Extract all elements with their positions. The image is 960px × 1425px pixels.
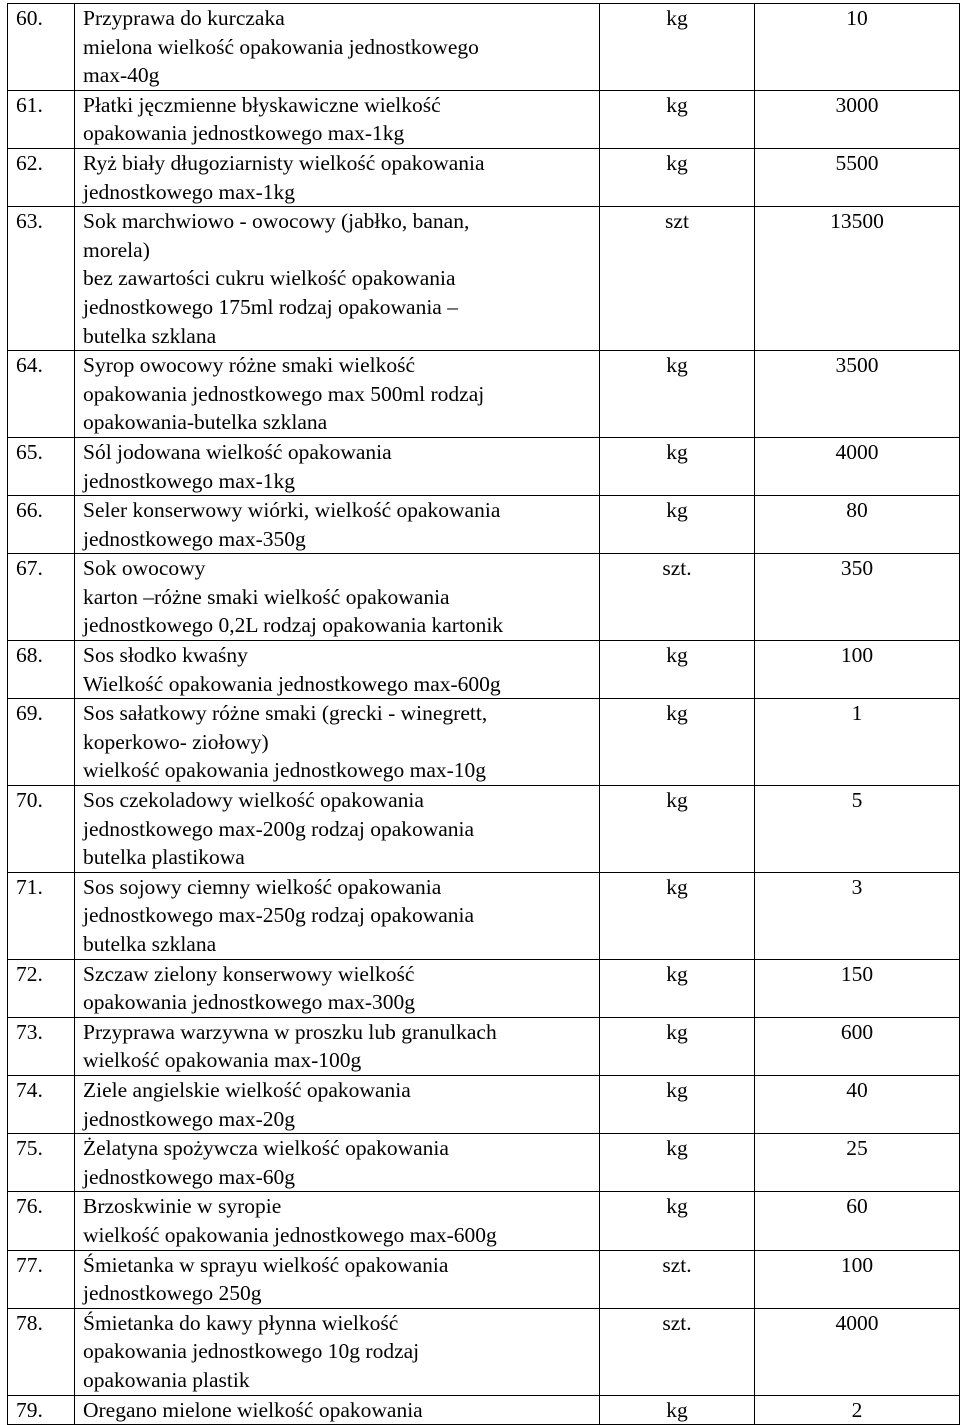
- table-row: [8, 1308, 960, 1395]
- item-unit: kg: [600, 4, 755, 91]
- description-line: Brzoskwinie w syropie: [83, 1194, 282, 1219]
- description-line: jednostkowego max-200g rodzaj opakowania: [83, 816, 475, 841]
- item-quantity: 4000: [755, 1308, 960, 1395]
- item-number: 60.: [8, 4, 75, 91]
- item-quantity: 13500: [755, 207, 960, 351]
- description-line: opakowania plastik: [83, 1367, 250, 1392]
- item-unit: kg: [600, 1075, 755, 1133]
- description-line: jednostkowego max-20g: [83, 1106, 295, 1131]
- item-quantity: 4000: [755, 437, 960, 495]
- item-unit: kg: [600, 1134, 755, 1192]
- description-line: opakowania-butelka szklana: [83, 410, 328, 435]
- product-table: [7, 3, 960, 1425]
- item-unit: kg: [600, 786, 755, 873]
- item-quantity: 10: [755, 4, 960, 91]
- item-quantity: 100: [755, 1250, 960, 1308]
- item-number: 64.: [8, 351, 75, 438]
- item-number: 73.: [8, 1017, 75, 1075]
- description-line: Śmietanka w sprayu wielkość opakowania: [83, 1252, 449, 1277]
- item-unit: kg: [600, 1017, 755, 1075]
- item-unit: kg: [600, 1192, 755, 1250]
- description-line: wielkość opakowania jednostkowego max-600g: [83, 1222, 497, 1247]
- description-line: jednostkowego max-1kg: [83, 468, 295, 493]
- item-number: 78.: [8, 1308, 75, 1395]
- item-number: 76.: [8, 1192, 75, 1250]
- description-line: butelka szklana: [83, 932, 217, 956]
- item-unit: szt: [600, 207, 755, 351]
- item-number: 75.: [8, 1134, 75, 1192]
- description-line: max-40g: [83, 63, 160, 88]
- description-line: koperkowo- ziołowy): [83, 729, 269, 754]
- item-unit: kg: [600, 1395, 755, 1425]
- item-quantity: 2: [755, 1395, 960, 1425]
- description-line: Oregano mielone wielkość opakowania: [83, 1397, 423, 1422]
- item-number: 72.: [8, 959, 75, 1017]
- table-row: [8, 1075, 960, 1133]
- table-row: [8, 554, 960, 641]
- item-description: [75, 351, 600, 438]
- description-line: Sok owocowy: [83, 556, 206, 581]
- item-quantity: 25: [755, 1134, 960, 1192]
- item-description: [75, 437, 600, 495]
- description-line: Ryż biały długoziarnisty wielkość opakowania: [83, 150, 485, 175]
- description-line: Sos sałatkowy różne smaki (grecki - winegrett,: [83, 701, 488, 726]
- item-description: [75, 1075, 600, 1133]
- item-description: [75, 90, 600, 148]
- item-description: [75, 4, 600, 91]
- item-number: 63.: [8, 207, 75, 351]
- item-description: [75, 1192, 600, 1250]
- description-line: bez zawartości cukru wielkość opakowania: [83, 266, 456, 291]
- item-description: [75, 148, 600, 206]
- description-line: Śmietanka do kawy płynna wielkość: [83, 1310, 399, 1335]
- description-line: Przyprawa warzywna w proszku lub granulkach: [83, 1019, 497, 1044]
- item-unit: szt.: [600, 1250, 755, 1308]
- description-line: opakowania jednostkowego max 500ml rodzaj: [83, 381, 485, 406]
- item-description: [75, 1250, 600, 1308]
- table-row: [8, 699, 960, 786]
- item-description: [75, 872, 600, 959]
- table-row: [8, 1017, 960, 1075]
- description-line: Sos sojowy ciemny wielkość opakowania: [83, 874, 442, 899]
- table-row: [8, 4, 960, 91]
- table-row: [8, 786, 960, 873]
- product-table-body: [8, 4, 960, 1425]
- description-line: jednostkowego max-350g: [83, 526, 306, 551]
- item-quantity: 5500: [755, 148, 960, 206]
- description-line: Syrop owocowy różne smaki wielkość: [83, 353, 415, 378]
- item-description: [75, 1308, 600, 1395]
- item-number: 69.: [8, 699, 75, 786]
- description-line: butelka plastikowa: [83, 845, 245, 870]
- description-line: Sok marchwiowo - owocowy (jabłko, banan,: [83, 209, 470, 234]
- description-line: Seler konserwowy wiórki, wielkość opakowania: [83, 498, 501, 523]
- item-number: 70.: [8, 786, 75, 873]
- description-line: Sos czekoladowy wielkość opakowania: [83, 788, 424, 813]
- description-line: Ziele angielskie wielkość opakowania: [83, 1077, 411, 1102]
- item-number: 71.: [8, 872, 75, 959]
- description-line: opakowania jednostkowego max-1kg: [83, 121, 405, 146]
- description-line: Przyprawa do kurczaka: [83, 6, 285, 30]
- description-line: Wielkość opakowania jednostkowego max-600g: [83, 671, 501, 696]
- item-quantity: 3: [755, 872, 960, 959]
- table-row: [8, 207, 960, 351]
- item-number: 68.: [8, 641, 75, 699]
- table-row: [8, 959, 960, 1017]
- description-line: butelka szklana: [83, 323, 217, 348]
- item-number: 74.: [8, 1075, 75, 1133]
- item-unit: kg: [600, 148, 755, 206]
- item-quantity: 350: [755, 554, 960, 641]
- item-number: 79.: [8, 1395, 75, 1425]
- item-unit: kg: [600, 90, 755, 148]
- item-quantity: 5: [755, 786, 960, 873]
- table-row: [8, 437, 960, 495]
- table-row: [8, 496, 960, 554]
- description-line: wielkość opakowania max-100g: [83, 1048, 362, 1073]
- item-number: 77.: [8, 1250, 75, 1308]
- description-line: morela): [83, 237, 150, 262]
- item-quantity: 3000: [755, 90, 960, 148]
- description-line: Szczaw zielony konserwowy wielkość: [83, 961, 415, 986]
- item-unit: szt.: [600, 1308, 755, 1395]
- description-line: Sos słodko kwaśny: [83, 643, 248, 668]
- item-description: [75, 1395, 600, 1425]
- item-quantity: 150: [755, 959, 960, 1017]
- item-unit: kg: [600, 437, 755, 495]
- description-line: wielkość opakowania jednostkowego max-10g: [83, 758, 487, 783]
- description-line: Żelatyna spożywcza wielkość opakowania: [83, 1136, 449, 1161]
- item-quantity: 40: [755, 1075, 960, 1133]
- item-description: [75, 786, 600, 873]
- description-line: jednostkowego 250g: [83, 1281, 262, 1306]
- description-line: opakowania jednostkowego max-300g: [83, 990, 415, 1015]
- description-line: jednostkowego max-60g: [83, 1164, 295, 1189]
- description-line: karton –różne smaki wielkość opakowania: [83, 584, 450, 609]
- item-number: 61.: [8, 90, 75, 148]
- table-row: [8, 90, 960, 148]
- item-description: [75, 207, 600, 351]
- table-row: [8, 1134, 960, 1192]
- item-description: [75, 1134, 600, 1192]
- table-row: [8, 351, 960, 438]
- item-number: 66.: [8, 496, 75, 554]
- item-description: [75, 1017, 600, 1075]
- item-unit: kg: [600, 959, 755, 1017]
- table-row: [8, 641, 960, 699]
- item-unit: kg: [600, 351, 755, 438]
- table-row: [8, 1192, 960, 1250]
- item-description: [75, 496, 600, 554]
- description-line: jednostkowego max-1kg: [83, 179, 295, 204]
- item-description: [75, 959, 600, 1017]
- item-description: [75, 699, 600, 786]
- item-unit: kg: [600, 496, 755, 554]
- item-unit: szt.: [600, 554, 755, 641]
- item-quantity: 60: [755, 1192, 960, 1250]
- description-line: jednostkowego 0,2L rodzaj opakowania kartonik: [83, 613, 504, 638]
- item-quantity: 600: [755, 1017, 960, 1075]
- item-quantity: 80: [755, 496, 960, 554]
- description-line: jednostkowego 175ml rodzaj opakowania –: [83, 294, 458, 319]
- table-row: [8, 1395, 960, 1425]
- item-quantity: 100: [755, 641, 960, 699]
- table-row: [8, 872, 960, 959]
- item-quantity: 3500: [755, 351, 960, 438]
- description-line: opakowania jednostkowego 10g rodzaj: [83, 1339, 420, 1364]
- item-unit: kg: [600, 641, 755, 699]
- item-number: 65.: [8, 437, 75, 495]
- item-quantity: 1: [755, 699, 960, 786]
- description-line: Sól jodowana wielkość opakowania: [83, 439, 392, 464]
- item-number: 67.: [8, 554, 75, 641]
- table-row: [8, 148, 960, 206]
- item-description: [75, 554, 600, 641]
- item-description: [75, 641, 600, 699]
- table-row: [8, 1250, 960, 1308]
- item-unit: kg: [600, 872, 755, 959]
- item-unit: kg: [600, 699, 755, 786]
- description-line: mielona wielkość opakowania jednostkowego: [83, 34, 479, 59]
- item-number: 62.: [8, 148, 75, 206]
- description-line: Płatki jęczmienne błyskawiczne wielkość: [83, 92, 441, 117]
- description-line: jednostkowego max-250g rodzaj opakowania: [83, 903, 475, 928]
